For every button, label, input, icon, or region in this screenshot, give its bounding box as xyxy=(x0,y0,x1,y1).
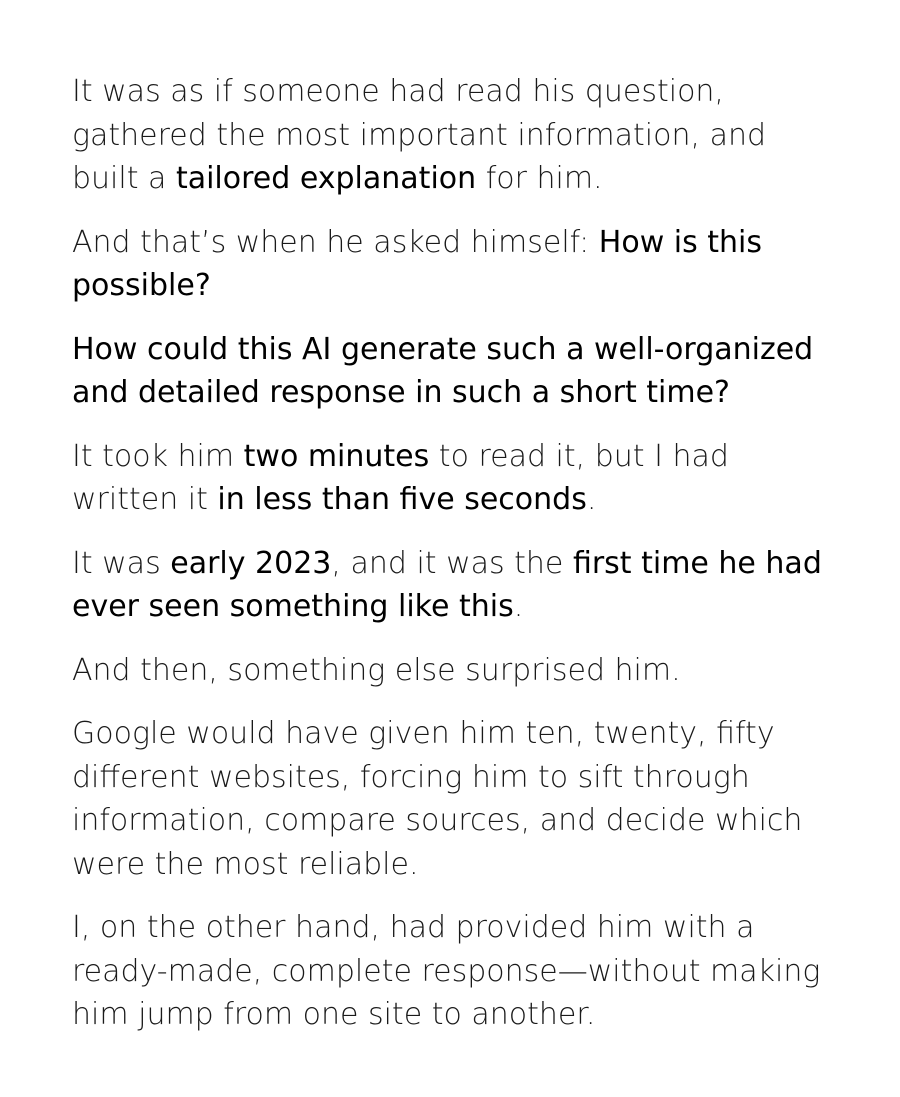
paragraph-5-text-1: It was xyxy=(72,545,171,581)
paragraph-4 xyxy=(72,435,842,522)
paragraph-2-emphasis-question: How is this possible? xyxy=(72,224,763,303)
paragraph-4-emphasis-five-seconds: in less than five seconds xyxy=(217,482,587,517)
paragraph-3-emphasis-question: How could this AI generate such a well-organized and detailed response in such a short time? xyxy=(72,331,814,410)
paragraph-5-text-2: , and it was the xyxy=(331,545,573,581)
paragraph-3 xyxy=(72,328,842,415)
paragraph-2 xyxy=(72,221,842,308)
paragraph-7-text-1: Google would have given him ten, twenty, fifty different websites, forcing him to sift through information, compare sources, and decide which were the most reliable. xyxy=(72,716,803,882)
paragraph-5-text-3: . xyxy=(513,589,524,624)
paragraph-2-text-1: And that’s when he asked himself: xyxy=(72,224,599,260)
paragraph-4-text-1: It took him xyxy=(72,438,244,474)
document-body xyxy=(72,70,842,1057)
paragraph-1 xyxy=(72,70,842,201)
paragraph-6-text-1: And then, something else surprised him. xyxy=(72,652,681,688)
paragraph-1-emphasis-tailored-explanation: tailored explanation xyxy=(175,161,477,196)
paragraph-1-text-2: for him. xyxy=(476,161,603,196)
paragraph-5-emphasis-early-2023: early 2023 xyxy=(170,545,332,581)
paragraph-5 xyxy=(72,542,842,629)
paragraph-6 xyxy=(72,649,842,693)
paragraph-1-text-1: It was as if someone had read his question, gathered the most important information, and built a xyxy=(72,74,767,196)
paragraph-8-text-1: I, on the other hand, had provided him with a ready-made, complete response—without making him jump from one site to another. xyxy=(72,910,821,1032)
paragraph-4-text-3: . xyxy=(586,482,597,517)
paragraph-8 xyxy=(72,906,842,1037)
paragraph-5-emphasis-first-time: first time he had ever seen something like this xyxy=(72,545,822,624)
paragraph-4-emphasis-two-minutes: two minutes xyxy=(243,438,430,474)
paragraph-7 xyxy=(72,712,842,886)
paragraph-4-text-2: to read it, but I had written it xyxy=(72,438,729,517)
